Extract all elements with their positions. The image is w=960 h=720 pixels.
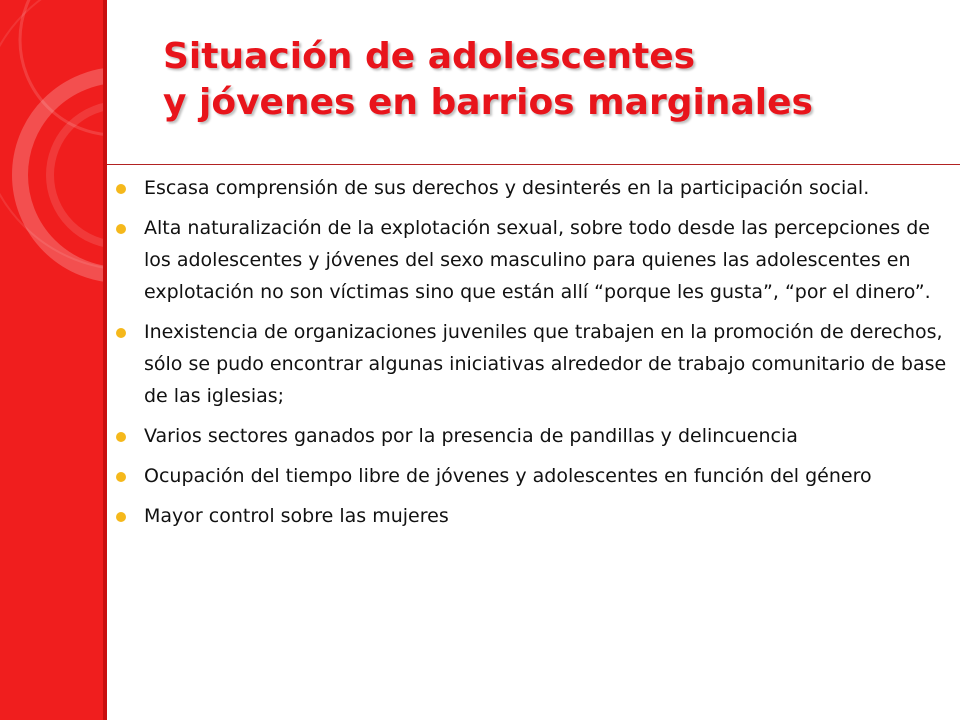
bullet-dot-icon <box>116 224 126 234</box>
bullet-item <box>114 460 960 492</box>
decorative-side-band <box>0 0 107 720</box>
bullet-dot-icon <box>116 432 126 442</box>
slide-title-line-1: Situación de adolescentes <box>163 36 696 77</box>
bullet-text: Ocupación del tiempo libre de jóvenes y adolescentes en función del género <box>144 465 872 487</box>
bullet-text: Inexistencia de organizaciones juveniles que trabajen en la promoción de derechos, sólo se pudo encontrar algunas iniciativas alrededor de trabajo comunitario de base de las iglesias; <box>144 321 947 407</box>
bullet-item <box>114 172 960 204</box>
bullet-text: Escasa comprensión de sus derechos y desinterés en la participación social. <box>144 177 870 199</box>
bullet-dot-icon <box>116 472 126 482</box>
bullet-text: Mayor control sobre las mujeres <box>144 505 449 527</box>
slide-title <box>163 34 953 126</box>
bullet-text: Varios sectores ganados por la presencia de pandillas y delincuencia <box>144 425 798 447</box>
bullet-item <box>114 420 960 452</box>
bullet-list <box>114 172 960 540</box>
decorative-arcs <box>0 0 107 720</box>
bullet-text: Alta naturalización de la explotación sexual, sobre todo desde las percepciones de los adolescentes y jóvenes del sexo masculino para quienes las adolescentes en explotación no son víctimas sino que están allí “porque les gusta”, “por el dinero”. <box>144 217 931 303</box>
bullet-item <box>114 316 960 412</box>
bullet-dot-icon <box>116 184 126 194</box>
bullet-item <box>114 500 960 532</box>
slide-title-line-2: y jóvenes en barrios marginales <box>163 82 813 123</box>
title-divider <box>107 164 960 165</box>
side-band-edge <box>103 0 107 720</box>
bullet-dot-icon <box>116 512 126 522</box>
bullet-item <box>114 212 960 308</box>
bullet-dot-icon <box>116 328 126 338</box>
